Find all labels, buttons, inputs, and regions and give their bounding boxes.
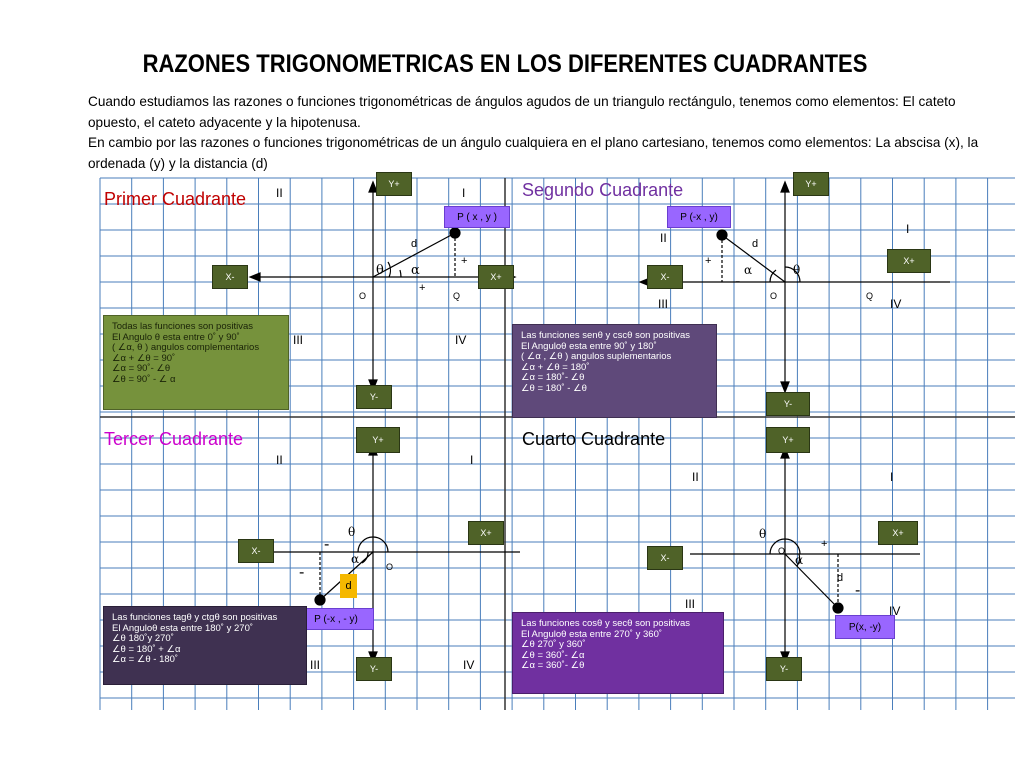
- q1-plus-y: +: [461, 255, 468, 267]
- q1-plus-x: +: [419, 282, 426, 294]
- q4-point-label: P(x, -y): [835, 615, 895, 639]
- q3-minus-x: -: [324, 536, 330, 553]
- q4-origin: O: [778, 546, 786, 556]
- q1-roman-1: I: [462, 186, 466, 200]
- q3-roman-2: II: [276, 453, 283, 467]
- q1-x-minus-box: X-: [212, 265, 248, 289]
- q4-roman-3: III: [685, 597, 696, 611]
- q4-info-box: [512, 612, 724, 694]
- q1-info-line-5: ∠α = 90˚- ∠θ: [112, 363, 171, 374]
- q3-info-line-3: ∠θ 180˚y 270˚: [112, 633, 174, 644]
- q3-x-minus-box: X-: [238, 539, 274, 563]
- q2-origin: O: [770, 291, 778, 301]
- q2-x-plus-box: X+: [887, 249, 931, 273]
- q1-info-line-1: Todas las funciones son positivas: [112, 321, 253, 332]
- q2-info-line-4: ∠α + ∠θ = 180˚: [521, 361, 590, 373]
- q2-info-line-6: ∠θ = 180˚ - ∠θ: [521, 382, 587, 394]
- q1-theta-label: θ: [376, 263, 384, 278]
- q2-title: Segundo Cuadrante: [522, 180, 684, 200]
- q4-info-line-2: El Anguloθ esta entre 270˚ y 360˚: [521, 628, 663, 640]
- q2-info-line-5: ∠α = 180˚- ∠θ: [521, 372, 585, 383]
- page-title: RAZONES TRIGONOMETRICAS EN LOS DIFERENTES CUADRANTES: [142, 50, 868, 78]
- q2-d-label: d: [752, 238, 759, 250]
- q2-roman-4: IV: [890, 297, 902, 311]
- q1-info-box: [103, 315, 289, 410]
- q3-info-line-2: El Anguloθ esta entre 180˚ y 270˚: [112, 622, 254, 634]
- q3-origin: O: [386, 562, 394, 572]
- q1-roman-3: III: [293, 333, 304, 347]
- q2-q: Q: [866, 291, 874, 301]
- q4-title: Cuarto Cuadrante: [522, 429, 666, 449]
- q3-roman-4: IV: [463, 658, 475, 672]
- q4-alpha-label: α: [795, 553, 804, 567]
- q1-info-line-2: El Angulo θ esta entre 0˚ y 90˚: [112, 331, 240, 343]
- q3-d-box: d: [340, 574, 357, 598]
- q3-info-line-4: ∠θ = 180˚ + ∠α: [112, 643, 181, 655]
- q2-roman-1: I: [906, 222, 910, 236]
- q1-roman-4: IV: [455, 333, 467, 347]
- q4-y-plus-box: Y+: [766, 427, 810, 453]
- q1-title: Primer Cuadrante: [104, 189, 247, 209]
- q3-roman-1: I: [470, 453, 474, 467]
- q4-minus-y: -: [855, 582, 861, 599]
- q1-info-line-4: ∠α + ∠θ = 90˚: [112, 352, 176, 364]
- q2-roman-3: III: [658, 297, 669, 311]
- q2-point-label: P (-x , y): [667, 206, 731, 228]
- q2-roman-2: II: [660, 231, 667, 245]
- q2-info-line-1: Las funciones senθ y cscθ son positivas: [521, 330, 690, 341]
- q1-info-line-6: ∠θ = 90˚ - ∠ α: [112, 373, 176, 385]
- q4-y-minus-box: Y-: [766, 657, 802, 681]
- q4-info-line-3: ∠θ 270˚ y 360˚: [521, 639, 586, 650]
- q2-info-box: [512, 324, 717, 418]
- q2-minus-x: -: [735, 273, 741, 290]
- q3-y-plus-box: Y+: [356, 427, 400, 453]
- q4-roman-1: I: [890, 470, 894, 484]
- q1-point-label: P ( x , y ): [444, 206, 510, 228]
- q1-x-plus-box: X+: [478, 265, 514, 289]
- q3-info-line-1: Las funciones tagθ y ctgθ son positivas: [112, 612, 278, 623]
- q4-x-minus-box: X-: [647, 546, 683, 570]
- q2-info-line-2: El Anguloθ esta entre 90˚ y 180˚: [521, 340, 657, 352]
- q3-info-line-5: ∠α = ∠θ - 180˚: [112, 654, 179, 665]
- q3-theta-label: θ: [348, 525, 356, 539]
- q1-y-minus-box: Y-: [356, 385, 392, 409]
- q3-minus-y: -: [299, 564, 305, 581]
- q4-plus-x: +: [821, 538, 828, 550]
- q2-info-line-3: ( ∠α , ∠θ ) angulos suplementarios: [521, 351, 672, 362]
- q3-x-plus-box: X+: [468, 521, 504, 545]
- q4-theta-label: θ: [759, 527, 767, 541]
- q2-y-minus-box: Y-: [766, 392, 810, 416]
- q2-x-minus-box: X-: [647, 265, 683, 289]
- q1-d-label: d: [411, 238, 418, 250]
- q2-alpha-label: α: [744, 263, 753, 277]
- q2-theta-label: θ: [793, 263, 801, 277]
- q1-y-plus-box: Y+: [376, 172, 412, 196]
- q1-info-line-3: ( ∠α, θ ) angulos complementarios: [112, 342, 260, 353]
- q1-q: Q: [453, 291, 461, 301]
- q2-y-plus-box: Y+: [793, 172, 829, 196]
- q1-origin: O: [359, 291, 367, 301]
- q2-plus-y: +: [705, 255, 712, 267]
- q3-title: Tercer Cuadrante: [104, 429, 244, 449]
- q4-info-line-5: ∠α = 360˚- ∠θ: [521, 660, 585, 671]
- q4-x-plus-box: X+: [878, 521, 918, 545]
- q4-info-line-4: ∠θ = 360˚- ∠α: [521, 649, 585, 661]
- q3-point-label: P (-x , - y): [298, 608, 374, 630]
- q3-info-box: [103, 606, 307, 685]
- q4-info-line-1: Las funciones cosθ y secθ son positivas: [521, 618, 690, 629]
- intro-paragraph-1: Cuando estudiamos las razones o funciones trigonométricas de ángulos agudos de un triangulo rectángulo, tenemos como elementos: El cateto opuesto, el cateto adyacente y la hipotenusa.: [88, 94, 956, 130]
- intro-paragraph-2: En cambio por las razones o funciones trigonométricas de un ángulo cualquiera en el plano cartesiano, tenemos como elementos: La abscisa (x), la ordenada (y) y la distancia (d): [88, 135, 979, 171]
- q3-roman-3: III: [310, 658, 321, 672]
- q4-roman-4: IV: [889, 604, 901, 618]
- q3-alpha-label: α: [351, 552, 360, 566]
- q1-alpha-label: α: [411, 263, 420, 278]
- q1-roman-2: II: [276, 186, 283, 200]
- q4-roman-2: II: [692, 470, 699, 484]
- q3-y-minus-box: Y-: [356, 657, 392, 681]
- q4-d-label: d: [837, 572, 844, 584]
